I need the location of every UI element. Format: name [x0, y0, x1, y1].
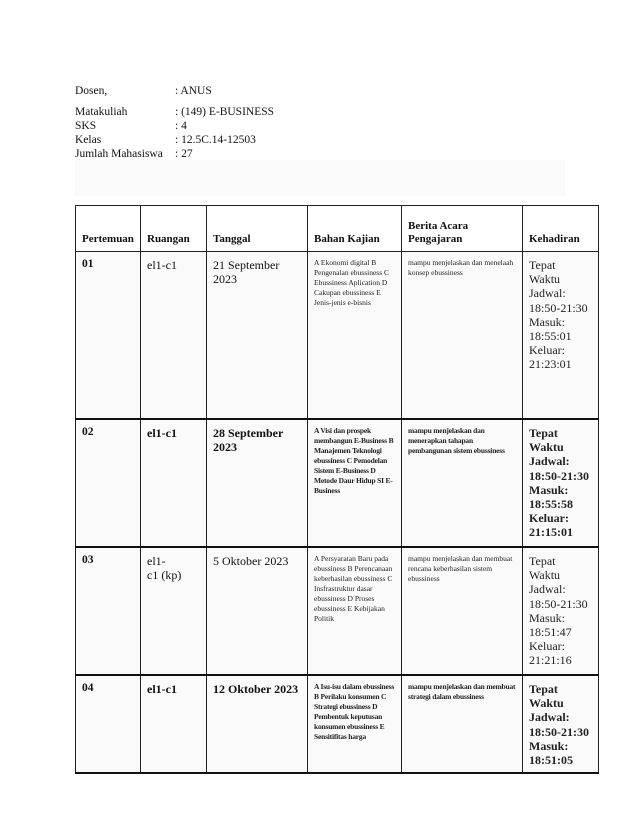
cell-tanggal: 28 September 2023 [207, 419, 308, 547]
table-row [76, 675, 599, 773]
cell-ruangan: el1-c1 [141, 419, 207, 547]
col-header-tanggal: Tanggal [207, 206, 308, 252]
cell-bahan-kajian: A Isu-isu dalam ebussiness B Perilaku konsumen C Strategi ebussiness D Pembentuk keputusan konsumen ebussiness E Sensitifitas harga [308, 675, 402, 773]
cell-berita-acara: mampu menjelaskan dan menelaah konsep ebussiness [402, 252, 523, 420]
cell-bahan-kajian: A Visi dan prospek membangun E-Business B Manajemen Teknologi ebussiness C Pemodelan Sistem E-Business D Metode Daur Hidup SI E-Business [308, 419, 402, 547]
dosen-label: Dosen, [75, 85, 108, 97]
cell-kehadiran: Tepat Waktu Jadwal: 18:50-21:30 Masuk: 18:55:58 Keluar: 21:15:01 [523, 419, 599, 547]
cell-tanggal: 21 September 2023 [207, 252, 308, 420]
cell-ruangan: el1-c1 [141, 675, 207, 773]
col-header-bahan-kajian: Bahan Kajian [308, 206, 402, 252]
col-header-berita-acara: Berita Acara Pengajaran [402, 206, 523, 252]
cell-ruangan: el1-c1 [141, 252, 207, 420]
cell-bahan-kajian: A Ekonomi digital B Pengenalan ebussiness C Ebussiness Aplication D Cakupan ebussiness E Jenis-jenis e-bisnis [308, 252, 402, 420]
table-row [76, 547, 599, 675]
kelas-row [75, 133, 274, 147]
kelas-label: Kelas [75, 134, 102, 146]
cell-berita-acara: mampu menjelaskan dan membuat rencana keberhasilan sistem ebussiness [402, 547, 523, 675]
matakuliah-label: Matakuliah [75, 106, 128, 118]
header-shade [75, 160, 565, 196]
cell-pertemuan: 03 [76, 547, 141, 675]
jumlah-value: : 27 [175, 148, 193, 160]
dosen-row [75, 84, 274, 98]
table-row [76, 252, 599, 420]
sks-row [75, 119, 274, 133]
cell-pertemuan: 01 [76, 252, 141, 420]
jumlah-label: Jumlah Mahasiswa [75, 148, 163, 160]
table-header-row [76, 206, 599, 252]
cell-tanggal: 12 Oktober 2023 [207, 675, 308, 773]
table-row [76, 419, 599, 547]
jumlah-row [75, 147, 274, 161]
cell-bahan-kajian: A Persyaratan Baru pada ebussiness B Perencanaan keberhasilan ebussiness C Insfrastruktur dasar ebussiness D Proses ebussiness E Kebijakan Politik [308, 547, 402, 675]
attendance-table [75, 205, 599, 774]
col-header-pertemuan: Pertemuan [76, 206, 141, 252]
cell-berita-acara: mampu menjelaskan dan membuat strategi dalam ebussiness [402, 675, 523, 773]
dosen-value: : ANUS [175, 85, 212, 97]
cell-kehadiran: Tepat Waktu Jadwal: 18:50-21:30 Masuk: 18:51:05 [523, 675, 599, 773]
cell-kehadiran: Tepat Waktu Jadwal: 18:50-21:30 Masuk: 18:55:01 Keluar: 21:23:01 [523, 252, 599, 420]
cell-berita-acara: mampu menjelaskan dan menerapkan tahapan pembangunan sistem ebussiness [402, 419, 523, 547]
sks-value: : 4 [175, 120, 187, 132]
col-header-ruangan: Ruangan [141, 206, 207, 252]
cell-pertemuan: 04 [76, 675, 141, 773]
matakuliah-value: : (149) E-BUSINESS [175, 106, 275, 118]
course-info [75, 84, 274, 161]
cell-tanggal: 5 Oktober 2023 [207, 547, 308, 675]
kelas-value: : 12.5C.14-12503 [175, 134, 256, 146]
cell-kehadiran: Tepat Waktu Jadwal: 18:50-21:30 Masuk: 18:51:47 Keluar: 21:21:16 [523, 547, 599, 675]
sks-label: SKS [75, 120, 97, 132]
cell-pertemuan: 02 [76, 419, 141, 547]
cell-ruangan: el1- c1 (kp) [141, 547, 207, 675]
matakuliah-row [75, 105, 274, 119]
col-header-kehadiran: Kehadiran [523, 206, 599, 252]
